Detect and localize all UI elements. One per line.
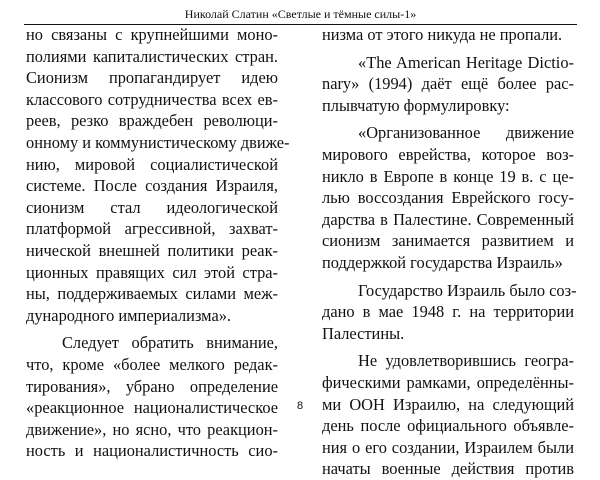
text-line: нию, мировой социалистической (26, 154, 278, 174)
text-line: Сионизм пропагандирует идею (26, 68, 278, 88)
text-line: ми ООН Израилю, на следующий (322, 394, 574, 414)
text-line: полиями капиталистических стран. (26, 46, 278, 66)
paragraph-first-line: Не удовлетворившись геогра- (358, 351, 574, 371)
text-line: ционных правящих сил этой стра- (26, 262, 278, 282)
page-number: 8 (296, 400, 304, 412)
paragraph-first-line: Государство Израиль было соз- (358, 280, 577, 300)
paragraph-first-line: Следует обратить внимание, (62, 333, 278, 353)
paragraph-first-line: «The American Heritage Dictio- (358, 52, 574, 72)
text-line: nary» (1994) даёт ещё более рас- (322, 74, 574, 94)
text-line: начаты военные действия против (322, 459, 574, 479)
text-line: нической внешней политики реак- (26, 240, 278, 260)
text-line: лью воссоздания Еврейского госу- (322, 188, 574, 208)
text-line: никло в Европе в конце 19 в. с це- (322, 166, 574, 186)
text-line: плывчатую формулировку: (322, 95, 510, 115)
text-line: реев, резко враждебен революци- (26, 111, 278, 131)
text-line: ны, поддерживаемых силами меж- (26, 284, 278, 304)
text-line: низма от этого никуда не пропали. (322, 25, 563, 44)
text-line: дарства в Палестине. Современный (322, 209, 574, 229)
text-line: Палестины. (322, 323, 405, 343)
text-line: «реакционное националистическое (26, 398, 278, 418)
text-line: тирования», убрано определение (26, 376, 278, 396)
text-line: фическими рамками, определённы- (322, 372, 574, 392)
text-line: движение», но ясно, что реакцион- (26, 419, 278, 439)
text-line: платформой агрессивной, захват- (26, 219, 278, 239)
running-header: Николай Слатин «Светлые и тёмные силы-1» (24, 7, 577, 25)
text-line: дано в мае 1948 г. на территории (322, 302, 574, 322)
text-line: мирового еврейства, которое воз- (322, 144, 574, 164)
text-line: дународного империализма». (26, 305, 232, 325)
left-column (26, 24, 290, 462)
text-line: что, кроме «более мелкого редак- (26, 354, 278, 374)
text-line: ния о его создании, Израилем были (322, 437, 574, 457)
text-line: системе. После создания Израиля, (26, 176, 278, 196)
text-line: день после официального объявле- (322, 416, 574, 436)
text-line: ность и националистичность сио- (26, 441, 278, 461)
text-line: но связаны с крупнейшими моно- (26, 25, 278, 44)
text-line: сионизм занимается развитием и (322, 231, 574, 251)
quote-first-line: «Организованное движение (358, 123, 574, 143)
text-line: поддержкой государства Израиль» (322, 252, 563, 272)
text-line: классового сотрудничества всех ев- (26, 89, 278, 109)
text-line: сионизм стал идеологической (26, 197, 278, 217)
text-line: онному и коммунистическому движе- (26, 132, 290, 152)
